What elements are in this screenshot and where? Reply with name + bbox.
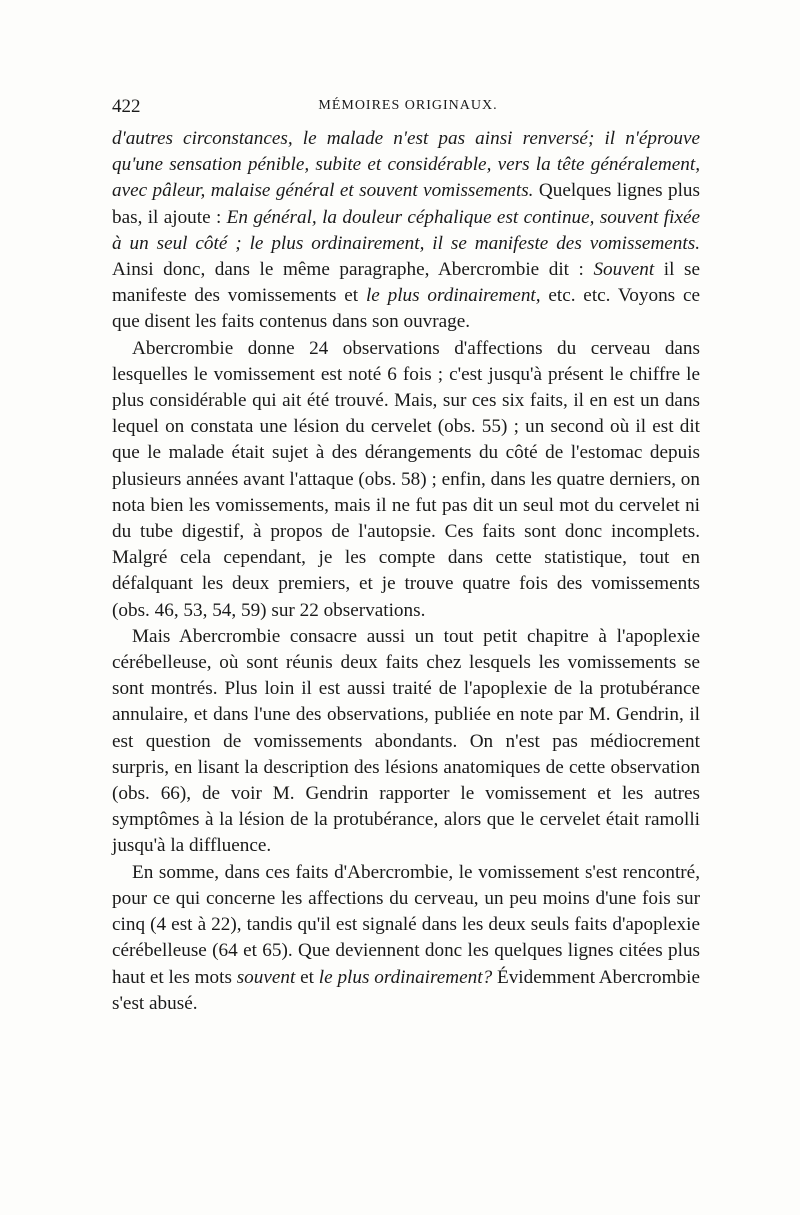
paragraph-4 bbox=[112, 860, 700, 1017]
italic-text-segment: le plus ordinairement, bbox=[365, 285, 541, 307]
italic-text-segment: En général, la douleur céphalique est continue, souvent fixée à un seul côté ; le plus ordinairement, il se manifeste des vomissements. bbox=[112, 206, 700, 254]
paragraph-1 bbox=[112, 126, 700, 336]
text-segment: Mais Abercrombie consacre aussi un tout petit chapitre à l'apoplexie cérébelleuse, où sont réunis deux faits chez lesquels les vomissements se sont montrés. Plus loin il est aussi traité de l'apoplexie de la protubérance annulaire, et dans l'une des observations, publiée en note par M. Gendrin, il est question de vomissements abondants. On n'est pas médiocrement surpris, en lisant la description des lésions anatomiques de cette observation (obs. 66), de voir M. Gendrin rapporter le vomissement et les autres symptômes à la lésion de la protubérance, alors que le cervelet était ramolli jusqu'à la diffluence. bbox=[112, 625, 700, 857]
text-segment: En somme, dans ces faits d'Abercrombie, le vomissement s'est rencontré, pour ce qui concerne les affections du cerveau, un peu moins d'une fois sur cinq (4 est à 22), tandis qu'il est signalé dans les deux seuls faits d'apoplexie cérébelleuse (64 et 65). Que deviennent donc les quelques lignes citées plus haut et les mots bbox=[112, 861, 700, 988]
running-head: MÉMOIRES ORIGINAUX. bbox=[318, 98, 498, 113]
page-header bbox=[112, 96, 704, 120]
body-text bbox=[112, 126, 700, 1017]
italic-text-segment: le plus ordinairement? bbox=[318, 966, 493, 988]
text-segment: et bbox=[295, 966, 319, 988]
text-segment: Abercrombie donne 24 observations d'affections du cerveau dans lesquelles le vomissement est noté 6 fois ; c'est jusqu'à présent le chiffre le plus considérable qui ait été trouvé. Mais, sur ces six faits, il en est un dans lequel on constata une lésion du cervelet (obs. 55) ; un second où il est dit que le malade était sujet à des dérangements du côté de l'estomac depuis plusieurs années avant l'attaque (obs. 58) ; enfin, dans les quatre derniers, on nota bien les vomissements, mais il ne fut pas dit un seul mot du cervelet ni du tube digestif, à propos de l'autopsie. Ces faits sont donc incomplets. Malgré cela cependant, je les compte dans cette statistique, tout en défalquant les deux premiers, et je trouve quatre fois des vomissements (obs. 46, 53, 54, 59) sur 22 observations. bbox=[112, 337, 700, 621]
italic-text-segment: d'autres circonstances, le malade n'est pas ainsi renversé; il n'éprouve qu'une sensation pénible, subite et considérable, vers la tête généralement, avec pâleur, malaise général et souvent vomissements. bbox=[112, 128, 700, 202]
italic-text-segment: Souvent bbox=[593, 259, 655, 281]
text-segment: etc. etc. Voyons ce que disent les faits contenus dans son ouvrage. bbox=[112, 285, 700, 333]
text-segment: il se manifeste des vomissements et bbox=[112, 259, 700, 307]
paragraph-2 bbox=[112, 336, 700, 624]
text-segment: Ainsi donc, dans le même paragraphe, Abercrombie dit : bbox=[112, 259, 594, 281]
page-number: 422 bbox=[112, 96, 141, 117]
paragraph-3 bbox=[112, 624, 700, 860]
text-segment: Évidemment Abercrombie s'est abusé. bbox=[112, 966, 700, 1014]
italic-text-segment: souvent bbox=[236, 966, 296, 988]
text-segment: Quelques lignes plus bas, il ajoute : bbox=[112, 180, 700, 228]
